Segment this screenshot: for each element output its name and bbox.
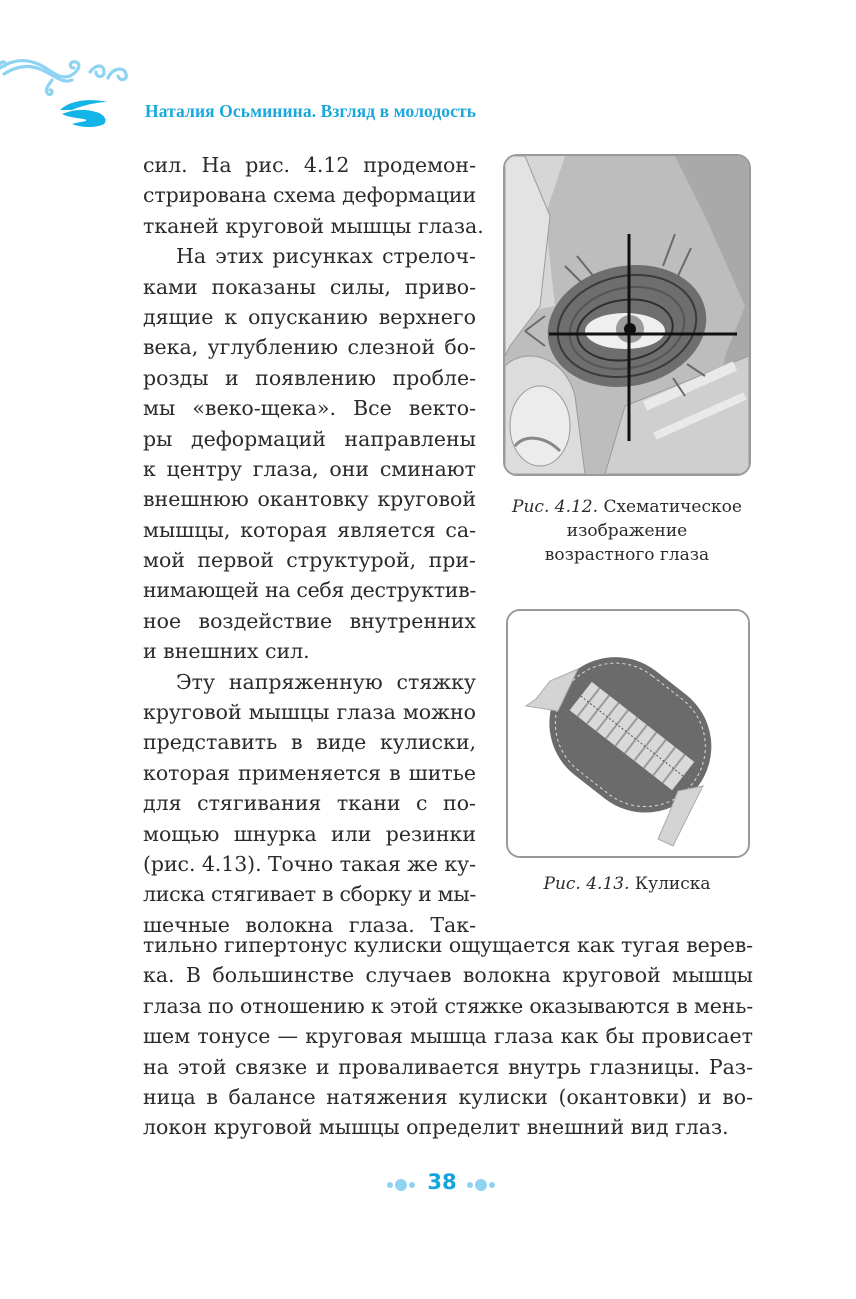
- text-line: которая применяется в шитье: [143, 760, 476, 785]
- text-line: к центру глаза, они сминают: [143, 456, 476, 481]
- figure-caption-4-12: [496, 495, 758, 567]
- text-line: ница в балансе натяжения кулиски (окантовки) и во-: [143, 1084, 753, 1109]
- text-line: (рис. 4.13). Точно такая же ку-: [143, 851, 476, 876]
- text-line: глаза по отношению к этой стяжке оказываются в мень-: [143, 993, 753, 1018]
- caption-text: возрастного глаза: [544, 545, 710, 565]
- text-line: стрирована схема деформации: [143, 183, 476, 208]
- text-line: розды и появлению пробле-: [143, 365, 476, 390]
- swirl-ornament-icon: [0, 61, 126, 95]
- text-line: ное воздействие внутренних: [143, 608, 476, 633]
- caption-text: Схематическое: [603, 497, 742, 517]
- page-folio: [380, 1170, 500, 1200]
- figure-caption-4-13: [496, 872, 758, 896]
- drawstring-illustration: [508, 611, 748, 856]
- text-line: дящие к опусканию верхнего: [143, 304, 476, 329]
- text-line: шечные волокна глаза. Так-: [143, 912, 476, 937]
- eye-deformation-illustration: [505, 156, 749, 474]
- text-line: ры деформаций направлены: [143, 426, 476, 451]
- text-line: шем тонусе — круговая мышца глаза как бы провисает: [143, 1024, 753, 1049]
- text-line: внешнюю окантовку круговой: [143, 487, 476, 512]
- text-line: нимающей на себя деструктив-: [143, 578, 476, 603]
- text-line: круговой мышцы глаза можно: [143, 700, 476, 725]
- text-line: и внешних сил.: [143, 639, 310, 664]
- text-line: мощью шнурка или резинки: [143, 821, 476, 846]
- text-line: представить в виде кулиски,: [143, 730, 476, 755]
- text-line: мой первой структурой, при-: [143, 548, 476, 573]
- text-line: мы «веко-щека». Все векто-: [143, 396, 476, 421]
- running-head: Наталия Осьминина. Взгляд в молодость: [145, 101, 477, 121]
- text-line: века, углублению слезной бо-: [143, 335, 476, 360]
- text-line: ка. В большинстве случаев волокна круговой мышцы: [143, 963, 753, 988]
- caption-text: Кулиска: [634, 874, 711, 894]
- body-text-column: [143, 150, 484, 940]
- caption-text: изображение: [566, 521, 688, 541]
- figure-drawstring-casing: [506, 609, 750, 858]
- body-text-full: [143, 930, 753, 1143]
- text-line: ками показаны силы, приво-: [143, 274, 476, 299]
- text-line: лиска стягивает в сборку и мы-: [143, 882, 476, 907]
- text-line: Эту напряженную стяжку: [176, 669, 476, 694]
- page-number: 38: [427, 1170, 457, 1194]
- text-line: локон круговой мышцы определит внешний вид глаз.: [143, 1115, 729, 1140]
- text-line: сил. На рис. 4.12 продемон-: [143, 153, 476, 177]
- figure-label: Рис. 4.12.: [512, 497, 599, 517]
- text-line: тканей круговой мышцы глаза.: [143, 213, 484, 238]
- text-line: для стягивания ткани с по-: [143, 791, 476, 816]
- text-line: мышцы, которая является са-: [143, 517, 476, 542]
- stylized-eye-icon: [60, 100, 108, 127]
- text-line: тильно гипертонус кулиски ощущается как тугая верев-: [143, 933, 753, 957]
- header-ornament: [0, 50, 140, 140]
- figure-label: Рис. 4.13.: [543, 874, 630, 894]
- text-line: на этой связке и проваливается внутрь глазницы. Раз-: [143, 1054, 753, 1079]
- text-line: На этих рисунках стрелоч-: [176, 244, 476, 269]
- figure-eye-diagram: [503, 154, 751, 476]
